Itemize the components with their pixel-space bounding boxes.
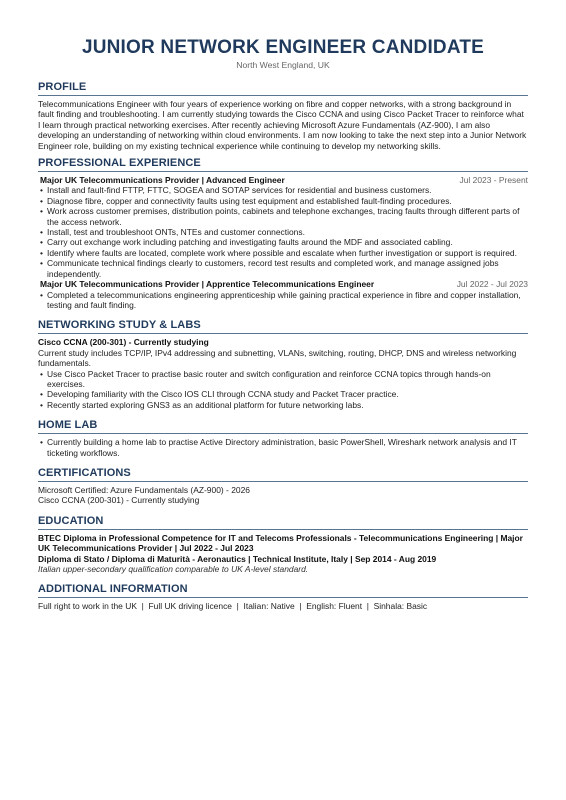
experience-section <box>38 157 528 310</box>
list-item: • Recently started exploring GNS3 as an additional platform for future networking labs. <box>38 400 528 410</box>
networking-section <box>38 319 528 410</box>
education-entry: Diploma di Stato / Diploma di Maturità - Aeronautics | Technical Institute, Italy | Sep 2014 - Aug 2019 <box>38 553 437 564</box>
certification-item: Cisco CCNA (200-301) - Currently studying <box>38 495 200 506</box>
section-title-experience: PROFESSIONAL EXPERIENCE <box>38 157 528 172</box>
list-item: • Work across customer premises, distribution points, cabinets and telephone exchanges, tracing faults through different parts of the access network. <box>38 206 528 227</box>
networking-text: Current study includes TCP/IP, IPv4 addressing and subnetting, VLANs, switching, routing, DHCP, DNS and wireless networking fundamentals. <box>38 347 517 369</box>
list-item: • Carry out exchange work including patching and investigating faults around the MDF and associated cabling. <box>38 237 528 247</box>
list-item: • Identify where faults are located, complete work where possible and escalate when further investigation or support is required. <box>38 248 528 258</box>
job-date: Jul 2022 - Jul 2023 <box>456 279 528 290</box>
education-note: Italian upper-secondary qualification comparable to UK A-level standard. <box>38 564 309 574</box>
profile-text: Telecommunications Engineer with four years of experience working on fibre and copper networks, with a strong background in fault finding and troubleshooting. I am currently studying towards the Cisco CCNA and using Cisco Packet Tracer to reinforce what I learn through practical networking exercises. After recently achieving Microsoft Azure Fundamentals (AZ-900), I am also developing an understanding of networking within cloud environments. I am now looking to take the next step into a Junior Network Engineer role, building on my existing technical experience while continuing to develop my networking skills. <box>38 99 527 151</box>
list-item: • Diagnose fibre, copper and connectivity faults using test equipment and established fault-finding procedures. <box>38 196 528 206</box>
education-entry: BTEC Diploma in Professional Competence for IT and Telecoms Professionals - Telecommunications Engineering | Major UK Telecommunications Provider | Jul 2022 - Jul 2023 <box>38 532 523 554</box>
homelab-section <box>38 419 528 458</box>
job-title: Major UK Telecommunications Provider | Apprentice Telecommunications Engineer <box>40 279 375 290</box>
job-bullets <box>38 290 528 311</box>
education-section <box>38 515 528 575</box>
list-item: • Install, test and troubleshoot ONTs, NTEs and customer connections. <box>38 227 528 237</box>
networking-subtitle: Cisco CCNA (200-301) - Currently studying <box>38 337 209 348</box>
additional-section <box>38 583 528 611</box>
section-title-additional: ADDITIONAL INFORMATION <box>38 583 528 598</box>
networking-bullets <box>38 369 528 411</box>
certification-item: Microsoft Certified: Azure Fundamentals (AZ-900) - 2026 <box>38 484 250 495</box>
section-title-education: EDUCATION <box>38 515 528 530</box>
job-bullets <box>38 185 528 279</box>
candidate-title: JUNIOR NETWORK ENGINEER CANDIDATE <box>81 37 485 58</box>
job-header <box>38 175 528 185</box>
homelab-bullets <box>38 437 528 458</box>
certifications-section <box>38 467 528 506</box>
list-item: • Install and fault-find FTTP, FTTC, SOGEA and SOTAP services for residential and business customers. <box>38 185 528 195</box>
list-item: • Currently building a home lab to practise Active Directory administration, basic PowerShell, Wireshark network analysis and IT ticketing workflows. <box>38 437 528 458</box>
additional-info: Full right to work in the UK | Full UK driving licence | Italian: Native | English: Fluent | Sinhala: Basic <box>38 601 428 612</box>
section-title-homelab: HOME LAB <box>38 419 528 434</box>
location: North West England, UK <box>236 60 330 70</box>
profile-section <box>38 81 528 151</box>
job-header <box>38 279 528 289</box>
list-item: • Use Cisco Packet Tracer to practise basic router and switch configuration and reinforce CCNA topics through hands-on exercises. <box>38 369 528 390</box>
job-date: Jul 2023 - Present <box>459 175 528 186</box>
list-item: • Communicate technical findings clearly to customers, record test results and completed work, and manage assigned jobs independently. <box>38 258 528 279</box>
section-title-profile: PROFILE <box>38 81 528 96</box>
section-title-certifications: CERTIFICATIONS <box>38 467 528 482</box>
list-item: • Completed a telecommunications engineering apprenticeship while gaining practical experience in fibre and copper installation, testing and fault finding. <box>38 290 528 311</box>
job-title: Major UK Telecommunications Provider | Advanced Engineer <box>40 175 285 186</box>
list-item: • Developing familiarity with the Cisco IOS CLI through CCNA study and Packet Tracer practice. <box>38 389 528 399</box>
section-title-networking: NETWORKING STUDY & LABS <box>38 319 528 334</box>
